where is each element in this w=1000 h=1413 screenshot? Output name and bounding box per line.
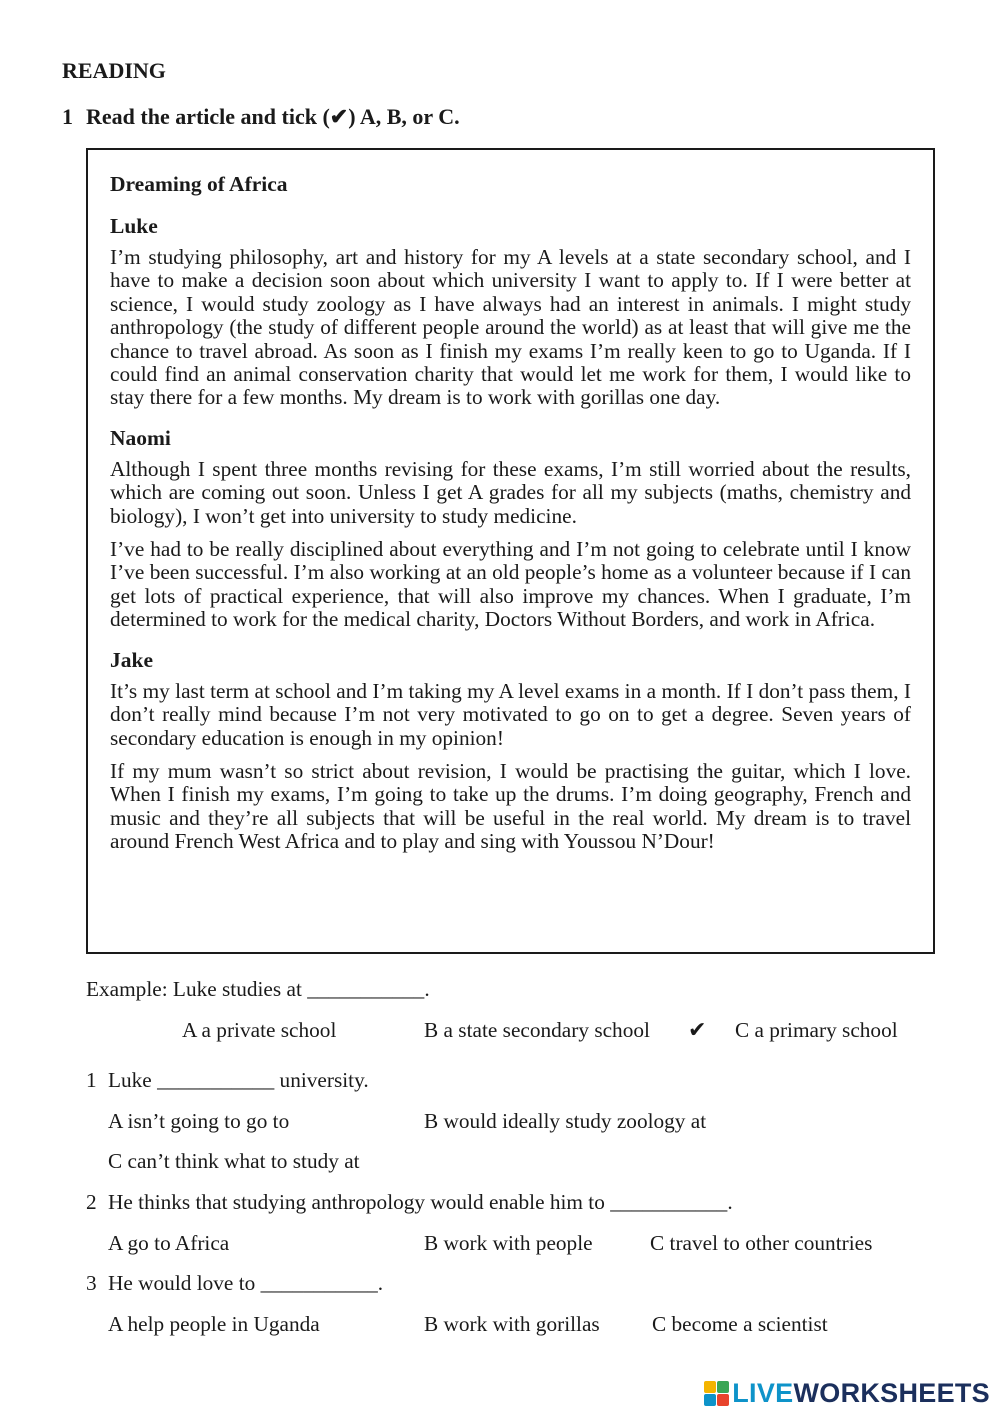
paragraph: I’m studying philosophy, art and history for my A levels at a state secondary school, and I have to make a decision soon about which university I want to apply to. If I were better at science, I would study zoology as I have always had an interest in animals. I might study anthropology (the study of different people around the world) as at least that will give me the chance to travel abroad. As soon as I finish my exams I’m really keen to go to Uganda. If I could find an animal conservation charity that would let me work for them, I would like to stay there for a few months. My dream is to work with gorillas one day. [110, 245, 911, 410]
section-name-luke: Luke [110, 214, 158, 238]
question-number: 1 [86, 1068, 97, 1092]
q1-option-c[interactable]: C can’t think what to study at [108, 1149, 360, 1173]
example-option-b[interactable]: B a state secondary school [424, 1018, 650, 1042]
question-number: 2 [86, 1190, 97, 1214]
liveworksheets-logo [704, 1376, 990, 1410]
check-icon: ✔ [688, 1017, 707, 1042]
question-stem: Luke ___________ university. [108, 1068, 369, 1092]
instruction-text: Read the article and tick (✔) A, B, or C. [86, 104, 460, 129]
example-stem: Example: Luke studies at ___________. [86, 977, 430, 1001]
question-stem: He thinks that studying anthropology would enable him to ___________. [108, 1190, 733, 1214]
q1-option-a[interactable]: A isn’t going to go to [108, 1109, 290, 1133]
logo-text-part2: WORKSHEETS [793, 1377, 990, 1408]
instruction-number: 1 [62, 104, 73, 129]
question-number: 3 [86, 1271, 97, 1295]
section-name-jake: Jake [110, 647, 153, 672]
paragraph: I’ve had to be really disciplined about everything and I’m not going to celebrate until I know I’ve been successful. I’m also working at an old people’s home as a volunteer because if I can get lots of practical experience, that will also improve my chances. When I graduate, I’m determined to work for the medical charity, Doctors Without Borders, and work in Africa. [110, 537, 911, 632]
article-title: Dreaming of Africa [110, 172, 288, 196]
q3-option-b[interactable]: B work with gorillas [424, 1312, 600, 1336]
article-body [110, 170, 911, 864]
instruction [62, 104, 460, 130]
section-name-naomi: Naomi [110, 425, 171, 450]
q2-option-c[interactable]: C travel to other countries [650, 1231, 873, 1255]
q3-option-a[interactable]: A help people in Uganda [108, 1312, 320, 1336]
logo-text-part1: LIVE [732, 1377, 794, 1408]
q2-option-b[interactable]: B work with people [424, 1231, 593, 1255]
paragraph: If my mum wasn’t so strict about revision, I would be practising the guitar, which I love. When I finish my exams, I’m going to take up the drums. I’m doing geography, French and music and they’re all subjects that will be useful in the real world. My dream is to travel around French West Africa and to play and sing with Youssou N’Dour! [110, 758, 911, 854]
paragraph: Although I spent three months revising for these exams, I’m still worried about the results, which are coming out soon. Unless I get A grades for all my subjects (maths, chemistry and biology), I won’t get into university to study medicine. [110, 456, 911, 528]
q3-option-c[interactable]: C become a scientist [652, 1312, 828, 1336]
liveworksheets-logo-icon [704, 1381, 729, 1406]
example-option-a[interactable]: A a private school [182, 1018, 337, 1042]
article-box [86, 148, 935, 954]
example-option-c[interactable]: C a primary school [735, 1018, 898, 1042]
liveworksheets-logo-text [732, 1378, 990, 1409]
paragraph: It’s my last term at school and I’m taking my A level exams in a month. If I don’t pass them, I don’t really mind because I’m not very motivated to go on to get a degree. Seven years of secondary education is enough in my opinion! [110, 678, 911, 750]
question-stem: He would love to ___________. [108, 1271, 384, 1295]
q1-option-b[interactable]: B would ideally study zoology at [424, 1109, 707, 1133]
q2-option-a[interactable]: A go to Africa [108, 1231, 230, 1255]
section-title: READING [62, 58, 166, 83]
